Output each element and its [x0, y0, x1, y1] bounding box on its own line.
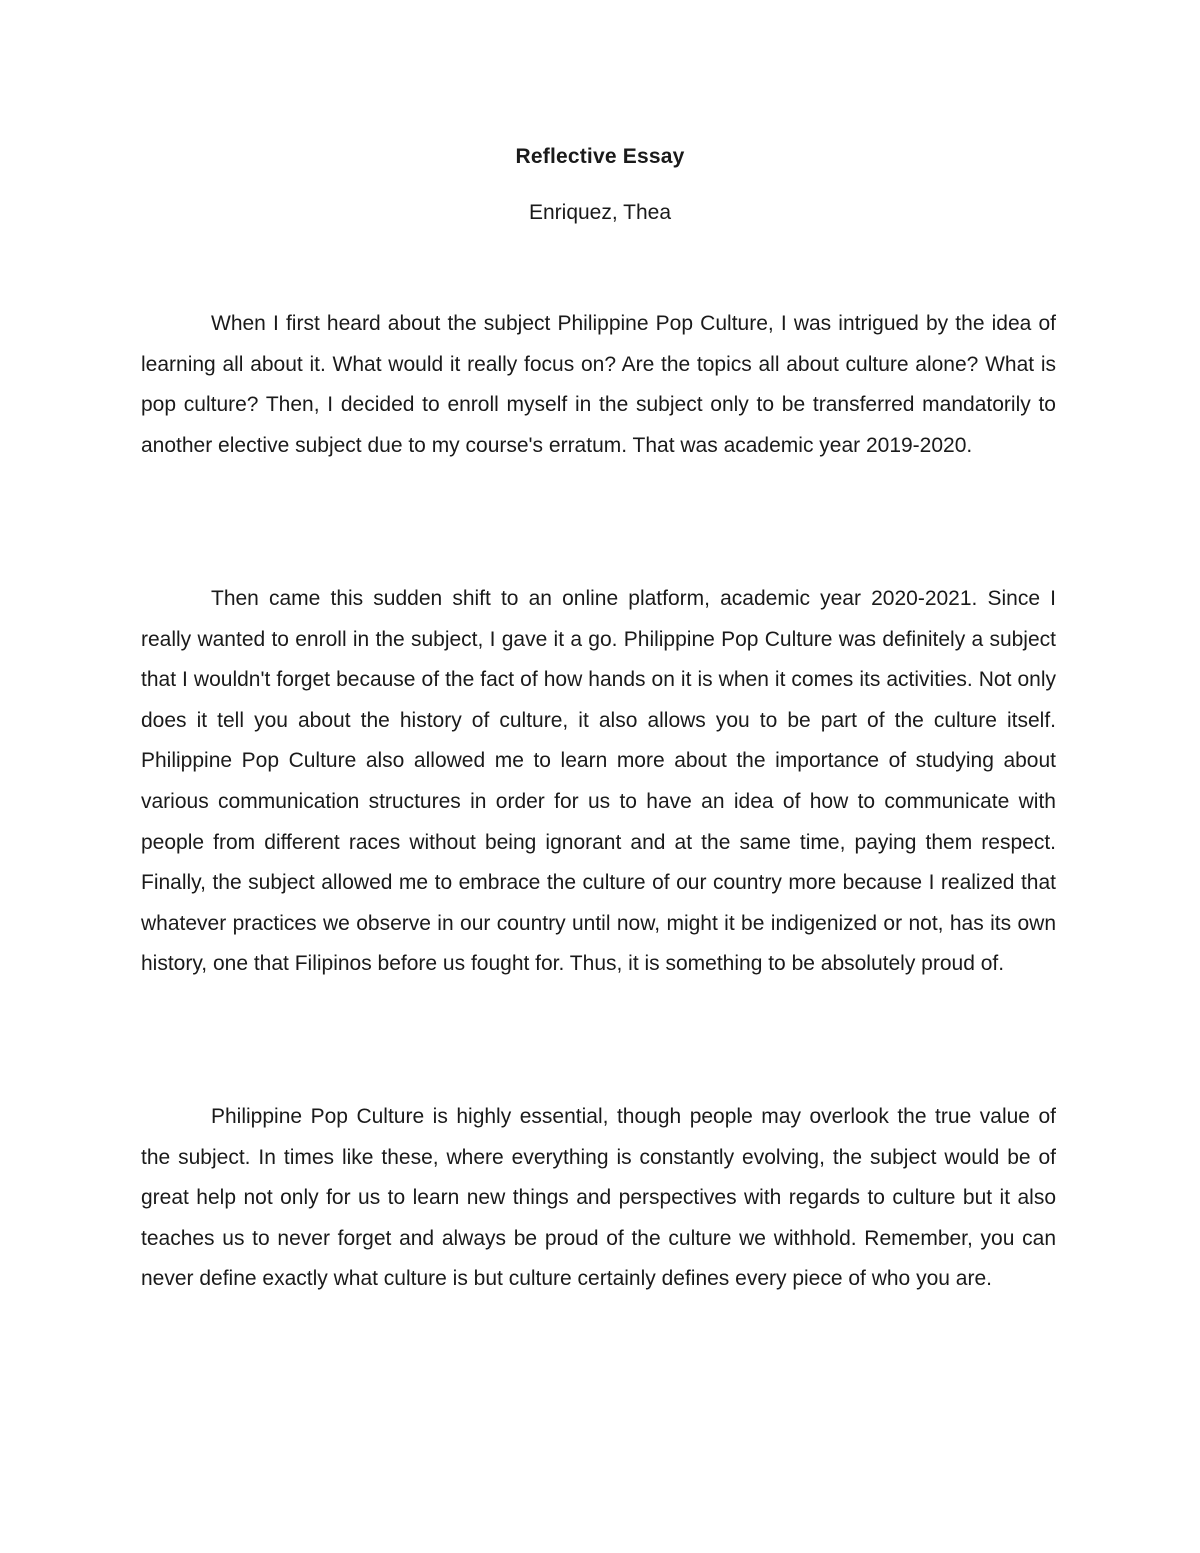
paragraph-1: When I first heard about the subject Philippine Pop Culture, I was intrigued by the idea of learning all about it. What would it really focus on? Are the topics all about culture alone? What is pop culture? Then, I decided to enroll myself in the subject only to be transferred mandatorily to another elective subject due to my course's erratum. That was academic year 2019-2020. — [141, 312, 1056, 457]
author-name: Enriquez, Thea — [528, 201, 672, 224]
essay-title: Reflective Essay — [515, 145, 685, 168]
paragraph-2: Then came this sudden shift to an online platform, academic year 2020-2021. Since I really wanted to enroll in the subject, I gave it a go. Philippine Pop Culture was definitely a subject that I wouldn't forget because of the fact of how hands on it is when it comes its activities. Not only does it tell you about the history of culture, it also allows you to be part of the culture itself. Philippine Pop Culture also allowed me to learn more about the importance of studying about various communication structures in order for us to have an idea of how to communicate with people from different races without being ignorant and at the same time, paying them respect. Finally, the subject allowed me to embrace the culture of our country more because I realized that whatever practices we observe in our country until now, might it be indigenized or not, has its own history, one that Filipinos before us fought for. Thus, it is something to be absolutely proud of. — [141, 587, 1056, 976]
paragraph-3: Philippine Pop Culture is highly essential, though people may overlook the true value of the subject. In times like these, where everything is constantly evolving, the subject would be of great help not only for us to learn new things and perspectives with regards to culture but it also teaches us to never forget and always be proud of the culture we withhold. Remember, you can never define exactly what culture is but culture certainly defines every piece of who you are. — [141, 1105, 1056, 1291]
